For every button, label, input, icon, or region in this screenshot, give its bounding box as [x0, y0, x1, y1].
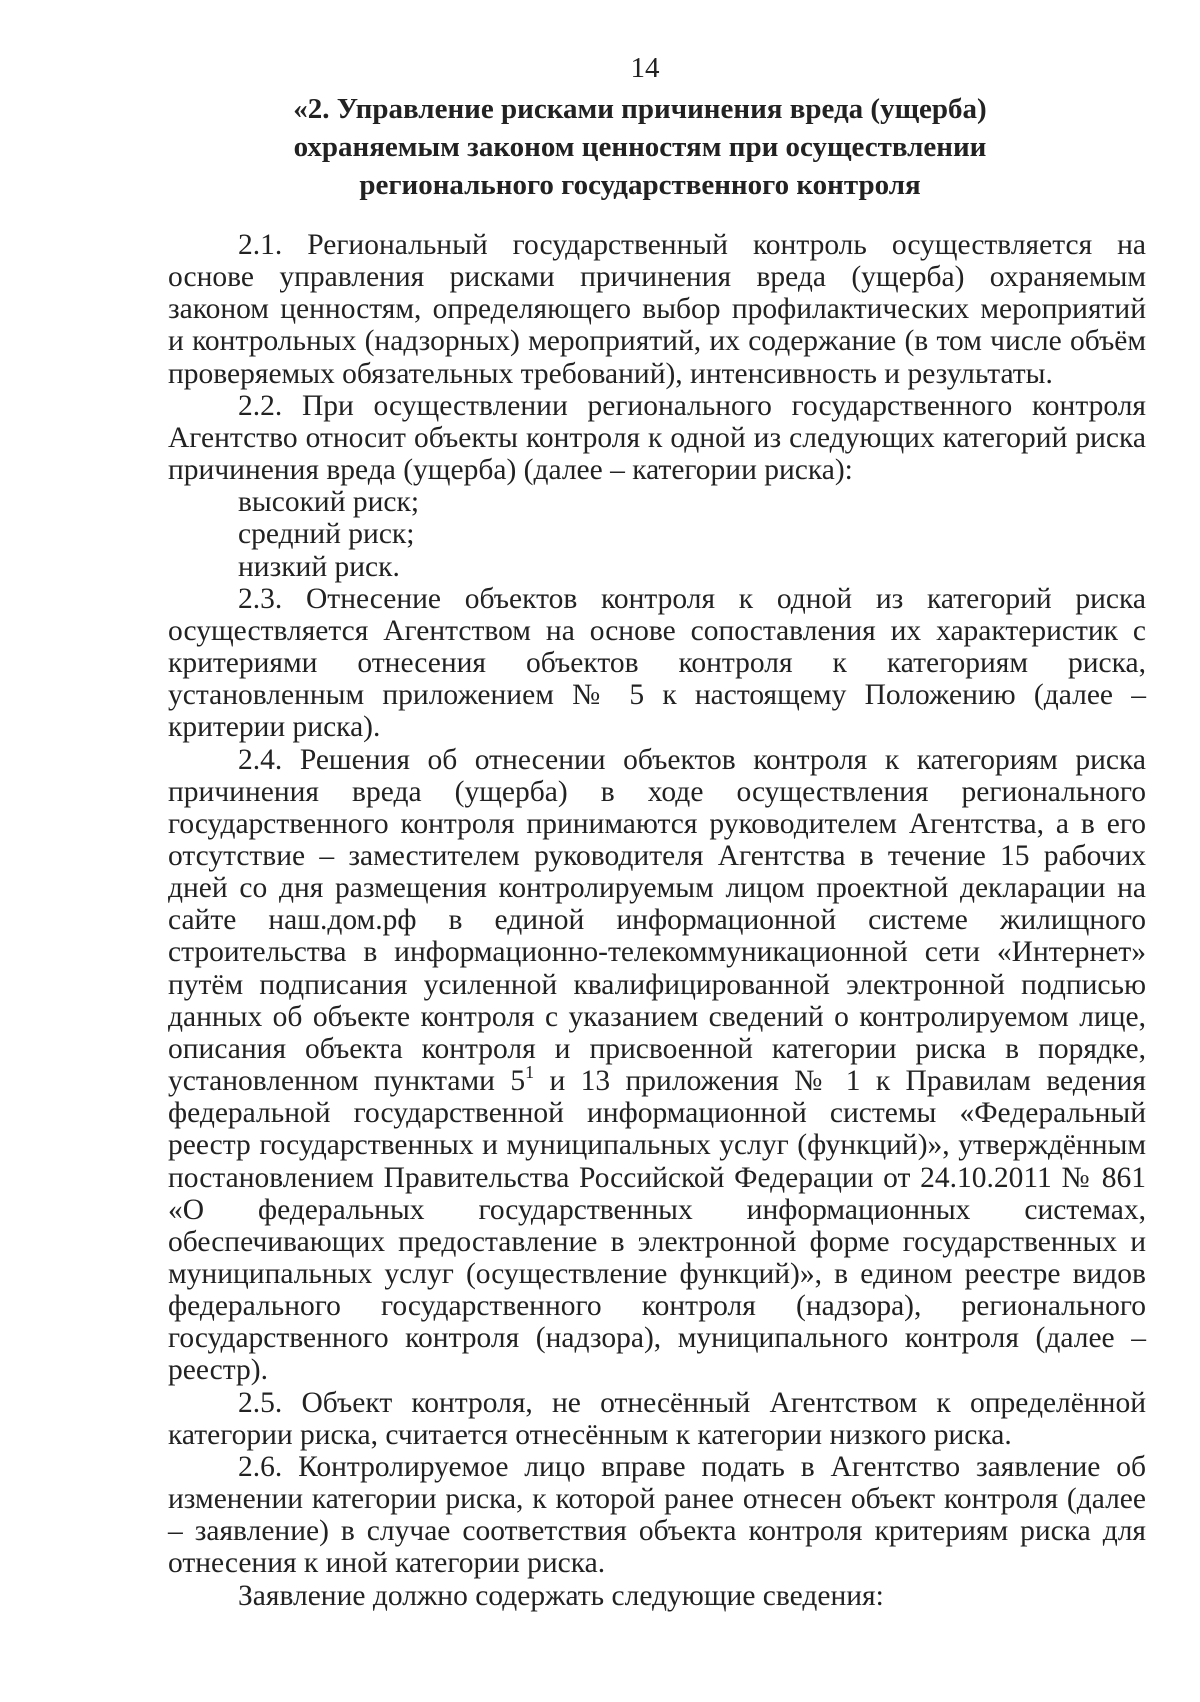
paragraph-2-4	[168, 744, 1146, 1387]
paragraph-2-4-part-b: и 13 приложения № 1 к Правилам ведения федеральной государственной информационной системы «Федеральный реестр государственных и муниципальных услуг (функций)», утверждённым постановлением Правительства Российской Федерации от 24.10.2011 № 861 «О федеральных государственных информационных системах, обеспечивающих предоставление в электронной форме государственных и муниципальных услуг (осуществление функций)», в едином реестре видов федерального государственного контроля (надзора), регионального государственного контроля (надзора), муниципального контроля (далее – реестр).	[168, 1065, 1146, 1387]
heading-line-3: регионального государственного контроля	[359, 169, 921, 201]
page-number: 14	[630, 52, 660, 84]
paragraph-2-5: 2.5. Объект контроля, не отнесённый Агентством к определённой категории риска, считается отнесённым к категории низкого риска.	[168, 1386, 1146, 1451]
paragraph-2-3: 2.3. Отнесение объектов контроля к одной из категорий риска осуществляется Агентством на основе сопоставления их характеристик с критериями отнесения объектов контроля к категориям риска, установленным приложением № 5 к настоящему Положению (далее – критерии риска).	[168, 582, 1146, 744]
paragraph-statement-intro: Заявление должно содержать следующие сведения:	[238, 1579, 884, 1612]
paragraph-2-2: 2.2. При осуществлении регионального государственного контроля Агентство относит объекты контроля к одной из следующих категорий риска причинения вреда (ущерба) (далее – категории риска):	[168, 389, 1146, 487]
risk-category-medium: средний риск;	[238, 518, 415, 551]
risk-category-high: высокий риск;	[238, 486, 420, 519]
paragraph-2-6: 2.6. Контролируемое лицо вправе подать в Агентство заявление об изменении категории риска, к которой ранее отнесен объект контроля (далее – заявление) в случае соответствия объекта контроля критериям риска для отнесения к иной категории риска.	[168, 1450, 1146, 1580]
document-body	[168, 229, 1146, 1612]
heading-line-2: охраняемым законом ценностям при осуществлении	[293, 131, 987, 163]
paragraph-2-4-part-a: 2.4. Решения об отнесении объектов контроля к категориям риска причинения вреда (ущерба) в ходе осуществления регионального государственного контроля принимаются руководителем Агентства, а в его отсутствие – заместителем руководителя Агентства в течение 15 рабочих дней со дня размещения контролируемым лицом проектной декларации на сайте наш.дом.рф в единой информационной системе жилищного строительства в информационно-телекоммуникационной сети «Интернет» путём подписания усиленной квалифицированной электронной подписью данных об объекте контроля с указанием сведений о контролируемом лице, описания объекта контроля и присвоенной категории риска в порядке, установленном пунктами 5	[168, 743, 1146, 1098]
paragraph-2-1: 2.1. Региональный государственный контроль осуществляется на основе управления рисками причинения вреда (ущерба) охраняемым законом ценностям, определяющего выбор профилактических мероприятий и контрольных (надзорных) мероприятий, их содержание (в том числе объём проверяемых обязательных требований), интенсивность и результаты.	[168, 229, 1146, 390]
risk-category-low: низкий риск.	[238, 550, 400, 583]
heading-line-1: «2. Управление рисками причинения вреда (ущерба)	[293, 93, 987, 125]
section-heading	[290, 90, 990, 204]
paragraph-2-4-superscript: 1	[525, 1062, 535, 1083]
